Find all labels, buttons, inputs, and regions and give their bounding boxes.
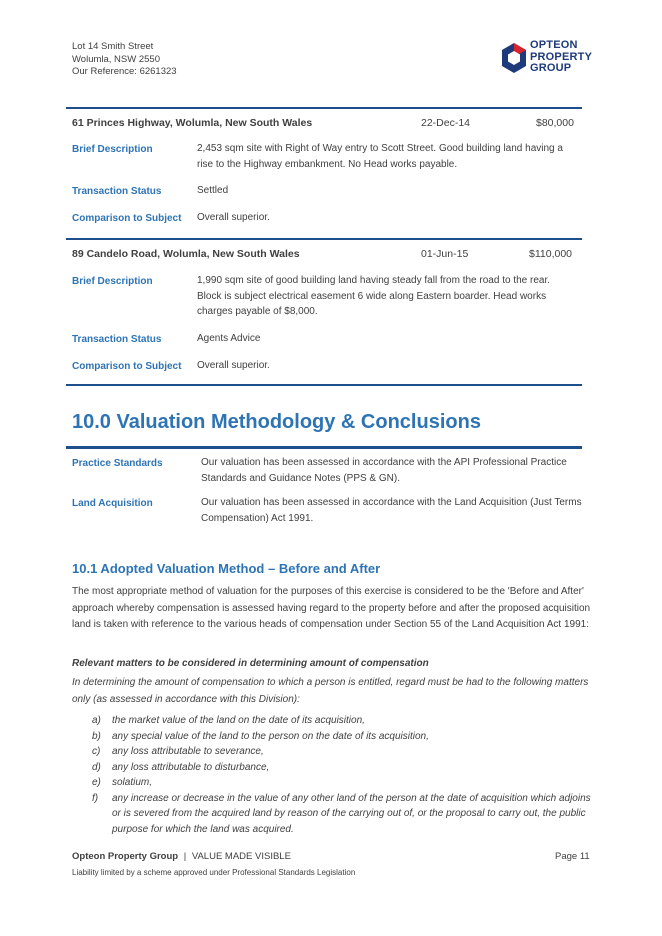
transaction-status-label: Transaction Status bbox=[72, 186, 162, 197]
comparable-address: 89 Candelo Road, Wolumla, New South Wales bbox=[72, 248, 300, 260]
relevant-matters-heading: Relevant matters to be considered in determining amount of compensation bbox=[72, 658, 429, 669]
transaction-status-value: Settled bbox=[197, 185, 229, 196]
section-divider bbox=[66, 446, 582, 449]
brief-description-text: 1,990 sqm site of good building land having steady fall from the road to the rear. Block is subject electrical easement 6 wide along Eastern boarder. Head works charges payable of $8,000. bbox=[197, 275, 550, 317]
comparable-date: 22-Dec-14 bbox=[421, 117, 471, 129]
liability-note: Liability limited by a scheme approved under Professional Standards Legislation bbox=[72, 868, 356, 877]
practice-standards-label: Practice Standards bbox=[72, 458, 163, 469]
comparable-address: 61 Princes Highway, Wolumla, New South Wales bbox=[72, 117, 313, 129]
footer-brand bbox=[72, 851, 291, 862]
transaction-status-value: Agents Advice bbox=[197, 333, 261, 344]
comparable-price: $80,000 bbox=[536, 117, 574, 129]
divider bbox=[66, 107, 582, 109]
method-paragraph: The most appropriate method of valuation for the purposes of this exercise is considered to be the 'Before and After' approach whereby compensation is assessed having regard to the property before and after the proposed acquisition land is taken with reference to the various heads of compensation under Section 55 of the Land Acquisition Act 1991: bbox=[72, 586, 591, 630]
comparison-value: Overall superior. bbox=[197, 360, 270, 371]
practice-standards-text: Our valuation has been assessed in accordance with the API Professional Practice Standards and Guidance Notes (PPS & GN). bbox=[201, 457, 567, 484]
logo-wordmark: OPTEON PROPERTY GROUP bbox=[530, 39, 593, 74]
address-line-1: Lot 14 Smith Street bbox=[72, 41, 154, 52]
brief-description-label: Brief Description bbox=[72, 276, 153, 287]
divider bbox=[66, 384, 582, 386]
divider bbox=[66, 238, 582, 240]
page-number: Page 11 bbox=[555, 851, 590, 862]
brief-description-text: 2,453 sqm site with Right of Way entry to Scott Street. Good building land having a rise to the Highway embankment. No Head works payable. bbox=[197, 143, 563, 170]
compensation-intro: In determining the amount of compensation to which a person is entitled, regard must be had to the following matters only (as assessed in accordance with this Division): bbox=[72, 677, 589, 705]
footer-company: Opteon Property Group bbox=[72, 851, 179, 862]
header-address bbox=[72, 41, 177, 79]
land-acquisition-text: Our valuation has been assessed in accordance with the Land Acquisition (Just Terms Compensation) Act 1991. bbox=[201, 497, 582, 524]
comparison-label: Comparison to Subject bbox=[72, 361, 182, 372]
reference-number: Our Reference: 6261323 bbox=[72, 66, 177, 77]
footer-tagline: VALUE MADE VISIBLE bbox=[191, 851, 291, 862]
section-10-1-title: 10.1 Adopted Valuation Method – Before and After bbox=[72, 561, 381, 576]
comparison-value: Overall superior. bbox=[197, 212, 270, 223]
transaction-status-label: Transaction Status bbox=[72, 334, 162, 345]
opteon-logo-icon bbox=[500, 42, 528, 74]
opteon-logo bbox=[500, 40, 592, 80]
comparable-price: $110,000 bbox=[529, 248, 573, 260]
land-acquisition-label: Land Acquisition bbox=[72, 498, 153, 509]
address-line-2: Wolumla, NSW 2550 bbox=[72, 53, 160, 65]
footer-separator: | bbox=[183, 851, 187, 862]
brief-description-label: Brief Description bbox=[72, 144, 153, 155]
comparable-date: 01-Jun-15 bbox=[421, 248, 469, 260]
section-10-title: 10.0 Valuation Methodology & Conclusions bbox=[72, 411, 481, 433]
comparison-label: Comparison to Subject bbox=[72, 213, 182, 224]
